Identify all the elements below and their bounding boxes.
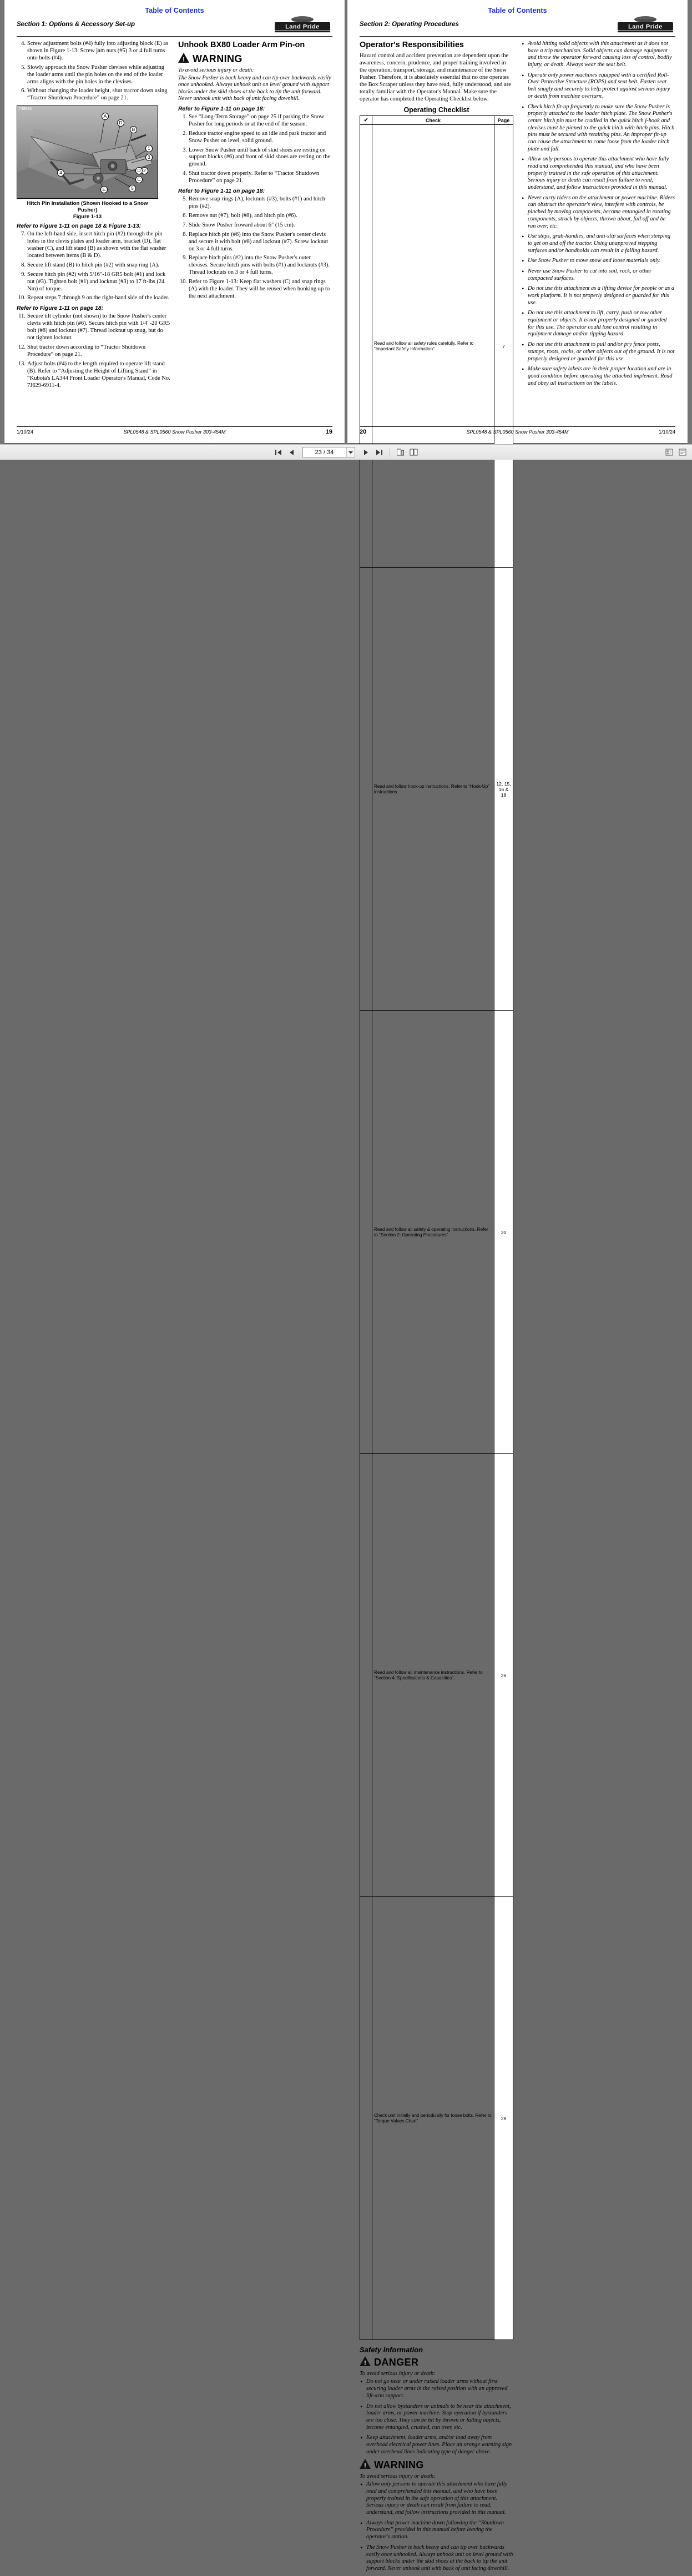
step-number: 11. xyxy=(18,313,26,320)
warning-banner xyxy=(360,2459,513,2472)
table-header-row xyxy=(360,116,513,125)
callout-E: E xyxy=(100,186,108,193)
check-description: Read and follow all maintenance instructions. Refer to “Section 4: Specifications & Capacities”. xyxy=(372,1454,494,1897)
next-page-button[interactable] xyxy=(361,447,371,457)
list-item: • Make sure safety labels are in their proper location and are in good condition before operating the attached implement. Read and obey all instructions on the labels. xyxy=(521,366,675,387)
warning-label: WARNING xyxy=(193,53,243,64)
checkbox-cell[interactable] xyxy=(360,1897,372,2340)
figure-caption: Hitch Pin Installation (Shown Hooked to a Snow Pusher) xyxy=(27,200,148,214)
page-footer-right xyxy=(360,426,675,435)
footer-date: 1/10/24 xyxy=(658,429,675,435)
danger-lead: To avoid serious injury or death: xyxy=(360,2371,436,2377)
page-number-input[interactable] xyxy=(302,447,355,457)
step-number: 1. xyxy=(183,113,187,120)
step-number: 8. xyxy=(21,261,26,268)
viewer-toolbar xyxy=(0,444,692,460)
list-item xyxy=(178,279,332,300)
column-header-check: Check xyxy=(372,116,494,125)
right-page-column-2 xyxy=(521,41,675,2576)
svg-text:!: ! xyxy=(364,2462,366,2469)
list-item xyxy=(17,344,170,359)
section-heading-unhook: Unhook BX80 Loader Arm Pin-on xyxy=(178,41,305,49)
page-header-left xyxy=(17,16,332,37)
step-text: Refer to Figure 1-13: Keep flat washers (C) and snap rings (A) with the loader. They will be reused when hooking up to the next attachment. xyxy=(189,279,330,299)
table-row xyxy=(360,568,513,1011)
step-text: Lower Snow Pusher until back of skid shoes are resting on support blocks (#6) and front of skid shoes are resting on the ground. xyxy=(189,147,331,168)
left-page-column-2 xyxy=(178,41,332,391)
bookmark-panel-button[interactable] xyxy=(678,447,688,457)
list-item: • Never carry riders on the attachment or power machine. Riders can obstruct the operator's view, interfere with controls, be pinched by moving components, become entangled in rotating components, struck by objects, thrown about, fall off and be run over, etc. xyxy=(521,195,675,230)
danger-triangle-icon xyxy=(360,2356,371,2369)
list-item xyxy=(17,295,170,302)
step-number: 6. xyxy=(21,88,26,94)
operating-checklist-title: Operating Checklist xyxy=(403,106,469,114)
check-description: Read and follow all safety rules carefully. Refer to “Important Safety Information”. xyxy=(372,125,494,568)
step-number: 5. xyxy=(21,64,26,71)
callout-2: 2 xyxy=(141,167,148,174)
warning-lead: To avoid serious injury or death: xyxy=(178,67,254,73)
page-footer-left xyxy=(17,426,332,435)
list-item: • The Snow Pusher is back heavy and can tip over backwards easily once unhooked. Always unhook unit on level ground with support blocks under the skid shoes at the back to tip the unit forward. Never unhook unit with back of unit facing downhill. xyxy=(360,2544,513,2573)
list-item: • Allow only persons to operate this attachment who have fully read and comprehended this manual, and who have been properly trained in the safe operation of this attachment. Serious injury or death can result from failure to read, understand, and follow instructions provided in this manual. xyxy=(521,156,675,191)
step-number: 4. xyxy=(183,170,187,177)
last-page-button[interactable] xyxy=(374,447,384,457)
table-of-contents-link[interactable]: Table of Contents xyxy=(488,7,547,14)
list-item: • Do not allow bystanders or animals to be near the attachment, loader arms, or power machine. Stop operation if bystanders are too close. They can be hit by thrown or falling objects, become entangled, crushed, ran over, etc. xyxy=(360,2403,513,2432)
list-item xyxy=(178,147,332,169)
list-item xyxy=(178,114,332,128)
dual-page-view-button[interactable] xyxy=(409,447,419,457)
figure-reference-4: Refer to Figure 1-11 on page 18: xyxy=(178,188,265,195)
left-page-column-1 xyxy=(17,41,170,391)
list-item: • Never use Snow Pusher to cut into soil, rock, or other compacted surfaces. xyxy=(521,268,675,282)
footer-document-title: SPL0548 & SPL0560 Snow Pusher 303-454M xyxy=(466,429,569,435)
footer-page-number: 20 xyxy=(360,429,367,435)
step-number: 2. xyxy=(183,130,187,137)
previous-page-button[interactable] xyxy=(287,447,297,457)
figure-reference-2: Refer to Figure 1-11 on page 18: xyxy=(17,305,104,312)
right-page-column-1 xyxy=(360,41,513,2576)
operators-responsibilities-body: Hazard control and accident prevention are dependent upon the awareness, concern, prudence, and proper training involved in the operation, transport, storage, and maintenance of the Snow Pusher. Therefore, it is absolutely essential that no one operates the Box Scraper unless they have read, fully understood, and are totally familiar with the Operator's Manual. Make sure the operator has completed the Operating Checklist below. xyxy=(360,53,511,102)
list-item xyxy=(178,255,332,276)
step-number: 10. xyxy=(18,295,26,301)
warning-label: WARNING xyxy=(374,2459,424,2471)
check-description: Check unit initially and periodically for loose bolts. Refer to “Torque Values Chart” xyxy=(372,1897,494,2340)
list-item: • Always shut power machine down following the “Shutdown Procedure” provided in this manual before leaving the operator's station. xyxy=(360,2520,513,2541)
callout-D: D xyxy=(117,119,124,127)
list-item: • Do not use this attachment to pull and/or pry fence posts, stumps, roots, rocks, or other objects out of the ground. It is not properly designed or guarded for this use. xyxy=(521,341,675,363)
callout-4: 4 xyxy=(57,169,64,177)
step-text: Slowly approach the Snow Pusher clevises while adjusting the loader arms until the pin holes on the end of the loader arms aligns with the pin holes in the clevises. xyxy=(27,64,165,85)
page-indicator-value[interactable]: 23 / 34 xyxy=(315,449,334,456)
list-item xyxy=(17,271,170,293)
check-description: Read and follow hook-up instructions. Refer to “Hook-Up” instructions. xyxy=(372,568,494,1011)
figure-number: Figure 1-13 xyxy=(73,214,102,220)
step-text: Adjust bolts (#4) to the length required to operate lift stand (B). Refer to “Adjusting the Height of Lifting Stand” in “Kubota's LA344 Front Loader Operator's Manual, Code No. 7J629-6911-4. xyxy=(27,360,170,389)
callout-D2: D xyxy=(135,167,143,174)
unhook-steps-2 xyxy=(178,196,332,300)
check-page: 26 xyxy=(494,1454,513,1897)
warning-body: The Snow Pusher is back heavy and can tip over backwards easily once unhooked. Always unhook unit on level ground with support blocks under the skid shoes at the back to tip the unit forward. Never unhook unit with back of unit facing downhill. xyxy=(178,75,331,102)
list-item: • Allow only persons to operate this attachment who have fully read and comprehended this manual, and who have been properly trained in the safe operation of this attachment. Serious injury or death can result from failure to read, understand, and follow instructions provided in this manual. xyxy=(360,2481,513,2516)
list-item xyxy=(178,213,332,220)
warning-bullets-continued xyxy=(521,41,675,387)
checkbox-cell[interactable] xyxy=(360,568,372,1011)
column-header-page: Page xyxy=(494,116,513,125)
step-number: 6. xyxy=(183,212,187,219)
checkbox-cell[interactable] xyxy=(360,125,372,568)
list-item xyxy=(178,222,332,229)
check-page: 7 xyxy=(494,125,513,568)
table-row xyxy=(360,1454,513,1897)
table-row xyxy=(360,1011,513,1454)
footer-date: 1/10/24 xyxy=(17,429,34,435)
page-right[interactable] xyxy=(347,0,688,2572)
step-text: Replace hitch pins (#2) into the Snow Pusher's outer clevises. Secure hitch pins with bolts (#1) and locknuts (#3). Thread locknuts on 3 or 4 full turns. xyxy=(189,255,330,276)
footer-page-number: 19 xyxy=(325,429,332,435)
svg-text:!: ! xyxy=(364,2359,366,2367)
section-title: Section 1: Options & Accessory Set-up xyxy=(17,21,135,28)
step-number: 13. xyxy=(18,360,26,367)
list-item: • Do not use this attachment to lift, carry, push or tow other equipment or objects. It is not properly designed or guarded for this use. The operator could lose control resulting in equipment damage and/or tipping hazard. xyxy=(521,310,675,338)
callout-A: A xyxy=(102,113,109,120)
list-item xyxy=(17,41,170,62)
warning-triangle-icon xyxy=(178,53,189,66)
list-item xyxy=(17,313,170,342)
step-text: See “Long-Term Storage” on page 25 if parking the Snow Pusher for long periods or at the end of the season. xyxy=(189,113,324,127)
section-title: Section 2: Operating Procedures xyxy=(360,21,459,28)
step-text: On the left-hand side, insert hitch pin (#2) through the pin holes in the clevis plates and loader arm, bracket (D), flat washer (C), and lift stand (B) as shown with the flat washer located between items (B & D). xyxy=(27,231,166,259)
step-number: 4. xyxy=(21,41,26,47)
callout-C: C xyxy=(135,176,143,183)
list-item xyxy=(17,262,170,269)
list-item xyxy=(178,130,332,145)
figure-id: 74899A xyxy=(19,107,33,112)
list-item xyxy=(17,64,170,86)
table-row xyxy=(360,1897,513,2340)
list-item: • Use Snow Pusher to move snow and loose materials only. xyxy=(521,258,675,265)
step-number: 12. xyxy=(18,344,26,350)
land-pride-logo xyxy=(615,16,675,34)
first-page-button[interactable] xyxy=(274,447,284,457)
check-page: 28 xyxy=(494,1897,513,2340)
warning-lead: To avoid serious injury or death: xyxy=(360,2473,436,2480)
check-page: 12, 15, 16 & 18 xyxy=(494,568,513,1011)
step-number: 7. xyxy=(21,231,26,238)
check-description: Read and follow all safety & operating instructions. Refer to “Section 2: Operating Procedures”. xyxy=(372,1011,494,1454)
thumbnail-panel-button[interactable] xyxy=(664,447,674,457)
list-item: • Use steps, grab-handles, and anti-slip surfaces when steeping to get on and off the tractor. Using unapproved stepping surfaces and/or handholds can result in a falling hazard. xyxy=(521,233,675,254)
step-number: 8. xyxy=(183,231,187,238)
figure-reference-3: Refer to Figure 1-11 on page 18: xyxy=(178,105,265,112)
callout-1: 1 xyxy=(145,145,153,152)
page-left[interactable] xyxy=(4,0,345,443)
warning-banner xyxy=(178,53,332,66)
check-page: 20 xyxy=(494,1011,513,1454)
steps-list-3 xyxy=(17,313,170,389)
step-text: Remove snap rings (A), locknuts (#3), bolts (#1) and hitch pins (#2). xyxy=(189,196,325,209)
list-item: • Operate only power machines equipped with a certified Roll-Over Protective Structure (ROPS) and seat belt. Fasten seat belt snugly and securely to help protect against serious injury or death from machine overturn. xyxy=(521,72,675,100)
chevron-down-icon[interactable] xyxy=(346,447,355,457)
step-text: Reduce tractor engine speed to an idle and park tractor and Snow Pusher on level, solid ground. xyxy=(189,130,326,144)
callout-5: 5 xyxy=(129,185,136,192)
list-item: • Do not go near or under raised loader arms without first securing loader arms in the raised position with an approved lift-arm support. xyxy=(360,2378,513,2399)
table-of-contents-link[interactable]: Table of Contents xyxy=(145,7,204,14)
step-number: 10. xyxy=(179,279,187,285)
list-item xyxy=(178,196,332,210)
table-row xyxy=(360,125,513,568)
step-number: 5. xyxy=(183,196,187,203)
svg-text:Land Pride: Land Pride xyxy=(628,23,663,31)
svg-text:!: ! xyxy=(183,56,185,63)
footer-document-title: SPL0548 & SPL0560 Snow Pusher 303-454M xyxy=(123,429,226,435)
warning-triangle-icon xyxy=(360,2459,371,2472)
warning-bullets xyxy=(360,2481,513,2572)
figure-reference-1: Refer to Figure 1-11 on page 18 & Figure 1-13: xyxy=(17,223,142,230)
step-text: Without changing the loader height, shut tractor down using “Tractor Shutdown Procedure” on page 21. xyxy=(27,88,168,102)
step-text: Secure lift stand (B) to hitch pin (#2) with snap ring (A). xyxy=(27,261,159,268)
checkbox-cell[interactable] xyxy=(360,1454,372,1897)
steps-list-2 xyxy=(17,231,170,302)
list-item: • Check hitch fit-up frequently to make sure the Snow Pusher is properly attached to the loader hitch plate. The Snow Pusher's center hitch pin must be cradled in the quick hitch j-hook and clevises must be pinned to the quick hitch with hitch pins. Hitch pins must be secured with retaining pins. An improper fit-up can cause the attachment to come loose from the loader hitch plate and fall. xyxy=(521,104,675,153)
list-item xyxy=(17,231,170,260)
page-header-right xyxy=(360,16,675,37)
step-text: Shut tractor down properly. Refer to “Tractor Shutdown Procedure” on page 21. xyxy=(189,170,320,184)
callout-3: 3 xyxy=(145,154,153,161)
callout-B: B xyxy=(130,126,137,133)
step-text: Replace hitch pin (#6) into the Snow Pusher's center clevis and secure it with bolt (#8) and locknut (#7). Screw locknut on 3 or 4 full turns. xyxy=(189,231,329,252)
step-text: Repeat steps 7 through 9 on the right-hand side of the loader. xyxy=(27,295,170,301)
column-header-check-mark: ✔ xyxy=(360,116,372,125)
land-pride-logo xyxy=(272,16,332,34)
checkbox-cell[interactable] xyxy=(360,1011,372,1454)
safety-information-heading: Safety Information xyxy=(360,2346,423,2354)
danger-banner xyxy=(360,2356,513,2369)
list-item: • Avoid hitting solid objects with this attachment as it does not have a trip mechanism. Solid objects can damage equipment and throw the operator forward causing loss of control, bodily injury, or death. Always wear the seat belt. xyxy=(521,41,675,69)
step-text: Slide Snow Pusher froward about 6" (15 cm). xyxy=(189,222,295,228)
step-text: Secure hitch pin (#2) with 5/16"-18 GR5 bolt (#1) and lock nut (#3). Tighten bolt (#1) and locknut (#3) to 17 ft-lbs (24 Nm) of torque. xyxy=(27,271,166,292)
list-item: • Keep attachment, loader arms, and/or load away from overhead electrical power lines. Place an orange warning sign under overhead lines indicating type of danger above. xyxy=(360,2434,513,2456)
step-text: Screw adjustment bolts (#4) fully into adjusting block (E) as shown in Figure 1-13. Screw jam nuts (#5) 3 or 4 full turns onto bolts (#4). xyxy=(27,41,168,61)
danger-bullets xyxy=(360,2378,513,2456)
toolbar-right-group xyxy=(664,447,688,457)
step-number: 9. xyxy=(21,271,26,278)
operators-responsibilities-heading: Operator's Responsibilities xyxy=(360,41,464,49)
step-number: 7. xyxy=(183,222,187,228)
svg-text:Land Pride: Land Pride xyxy=(285,23,320,31)
list-item xyxy=(178,170,332,185)
hitch-pin-figure xyxy=(17,105,158,199)
unhook-steps-1 xyxy=(178,114,332,185)
step-text: Remove nut (#7), bolt (#8), and hitch pin (#6). xyxy=(189,212,297,219)
step-text: Shut tractor down according to “Tractor Shutdown Procedure” on page 21. xyxy=(27,344,146,358)
single-page-view-button[interactable] xyxy=(396,447,406,457)
list-item xyxy=(17,361,170,390)
step-number: 9. xyxy=(183,255,187,261)
list-item xyxy=(17,88,170,102)
list-item xyxy=(178,232,332,253)
steps-list-1 xyxy=(17,41,170,102)
step-text: Secure tilt cylinder (not shown) to the Snow Pusher's center clevis with hitch pin (#6). Secure hitch pin with 1/4"-20 GR5 bolt (#8) and locknut (#7). Thread locknut up snug, but do not tighten locknut. xyxy=(27,313,170,341)
step-number: 3. xyxy=(183,147,187,153)
danger-label: DANGER xyxy=(374,2357,419,2368)
list-item: • Do not use this attachment as a lifting device for people or as a work platform. It is not properly designed or guarded for this use. xyxy=(521,285,675,306)
